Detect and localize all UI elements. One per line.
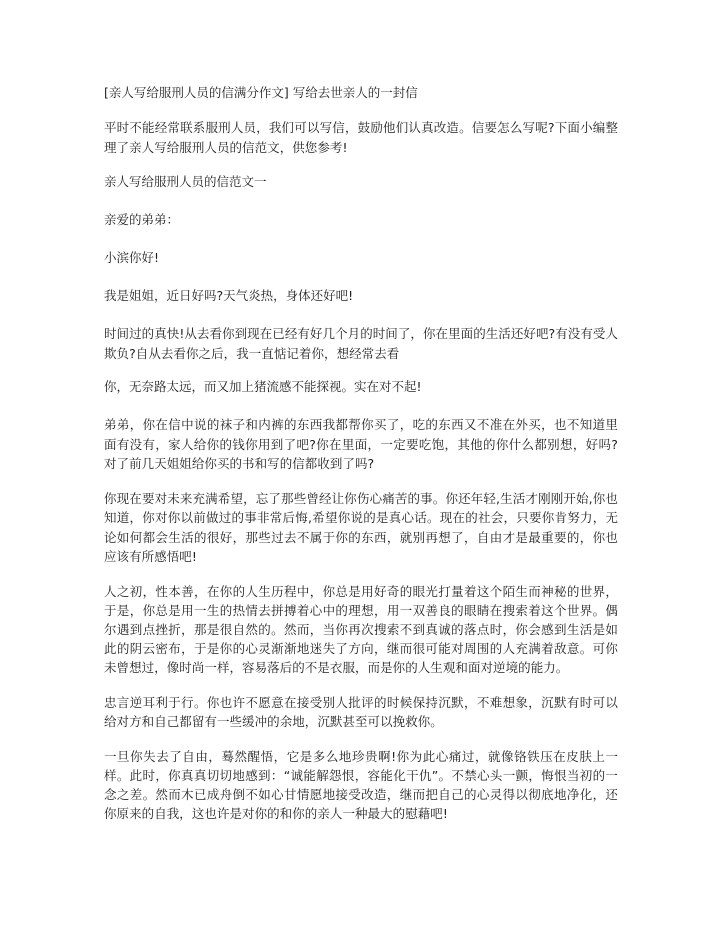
body-paragraph: 人之初，性本善，在你的人生历程中，你总是用好奇的眼光打量着这个陌生而神秘的世界，于是，你总是用一生的热情去拼搏着心中的理想，用一双善良的眼睛在搜索着这个世界。偶尔遇到点挫折，那是很自然的。然而，当你再次搜索不到真诚的落点时，你会感到生活是如此的阴云密布，于是你的心灵渐渐地迷失了方向，继而很可能对周围的人充满着敌意。可你未曾想过，像时尚一样，容易落后的不是衣服，而是你的人生观和面对逆境的能力。 <box>104 583 618 676</box>
body-paragraph: 忠言逆耳利于行。你也许不愿意在接受别人批评的时候保持沉默，不难想象，沉默有时可以给对方和自己都留有一些缓冲的余地，沉默甚至可以挽救你。 <box>104 694 618 730</box>
section-heading: 亲人写给服刑人员的信范文一 <box>104 174 267 189</box>
body-paragraph: 我是姐姐，近日好吗?天气炎热，身体还好吧! <box>104 288 354 303</box>
intro-paragraph: 平时不能经常联系服刑人员，我们可以写信，鼓励他们认真改造。信要怎么写呢?下面小编整理了亲人写给服刑人员的信范文，供您参考! <box>104 120 618 155</box>
body-paragraph: 时间过的真快!从去看你到现在已经有好几个月的时间了，你在里面的生活还好吧?有没有受人欺负?自从去看你之后，我一直惦记着你，想经常去看 <box>104 326 618 361</box>
letter-salutation: 小滨你好! <box>104 250 160 265</box>
body-paragraph: 你现在要对未来充满希望，忘了那些曾经让你伤心痛苦的事。你还年轻,生活才刚刚开始,你也知道，你对你以前做过的事非常后悔,希望你说的是真心话。现在的社会，只要你肯努力，无论如何都会生活的很好，那些过去不属于你的东西，就别再想了，自由才是最重要的，你也应该有所感悟吧! <box>104 490 618 564</box>
body-paragraph: 一旦你失去了自由，蓦然醒悟，它是多么地珍贵啊!你为此心痛过，就像铬铁压在皮肤上一样。此时，你真真切切地感到：“诚能解怨恨，容能化干仇”。不禁心头一颤，悔恨当初的一念之差。然而木已成舟倒不如心甘情愿地接受改造，继而把自己的心灵得以彻底地净化，还你原来的自我，这也许是对你的和你的亲人一种最大的慰藉吧! <box>104 748 618 822</box>
body-paragraph: 弟弟，你在信中说的袜子和内裤的东西我都帮你买了，吃的东西又不准在外买，也不知道里面有没有，家人给你的钱你用到了吧?你在里面，一定要吃饱，其他的你什么都别想，好吗?对了前几天姐姐给你买的书和写的信都收到了吗? <box>104 417 618 471</box>
document-page <box>104 84 618 838</box>
document-title: [亲人写给服刑人员的信满分作文] 写给去世亲人的一封信 <box>104 85 418 100</box>
letter-greeting: 亲爱的弟弟： <box>104 212 180 227</box>
body-paragraph: 你，无奈路太远，而又加上猪流感不能探视。实在对不起! <box>104 379 422 394</box>
